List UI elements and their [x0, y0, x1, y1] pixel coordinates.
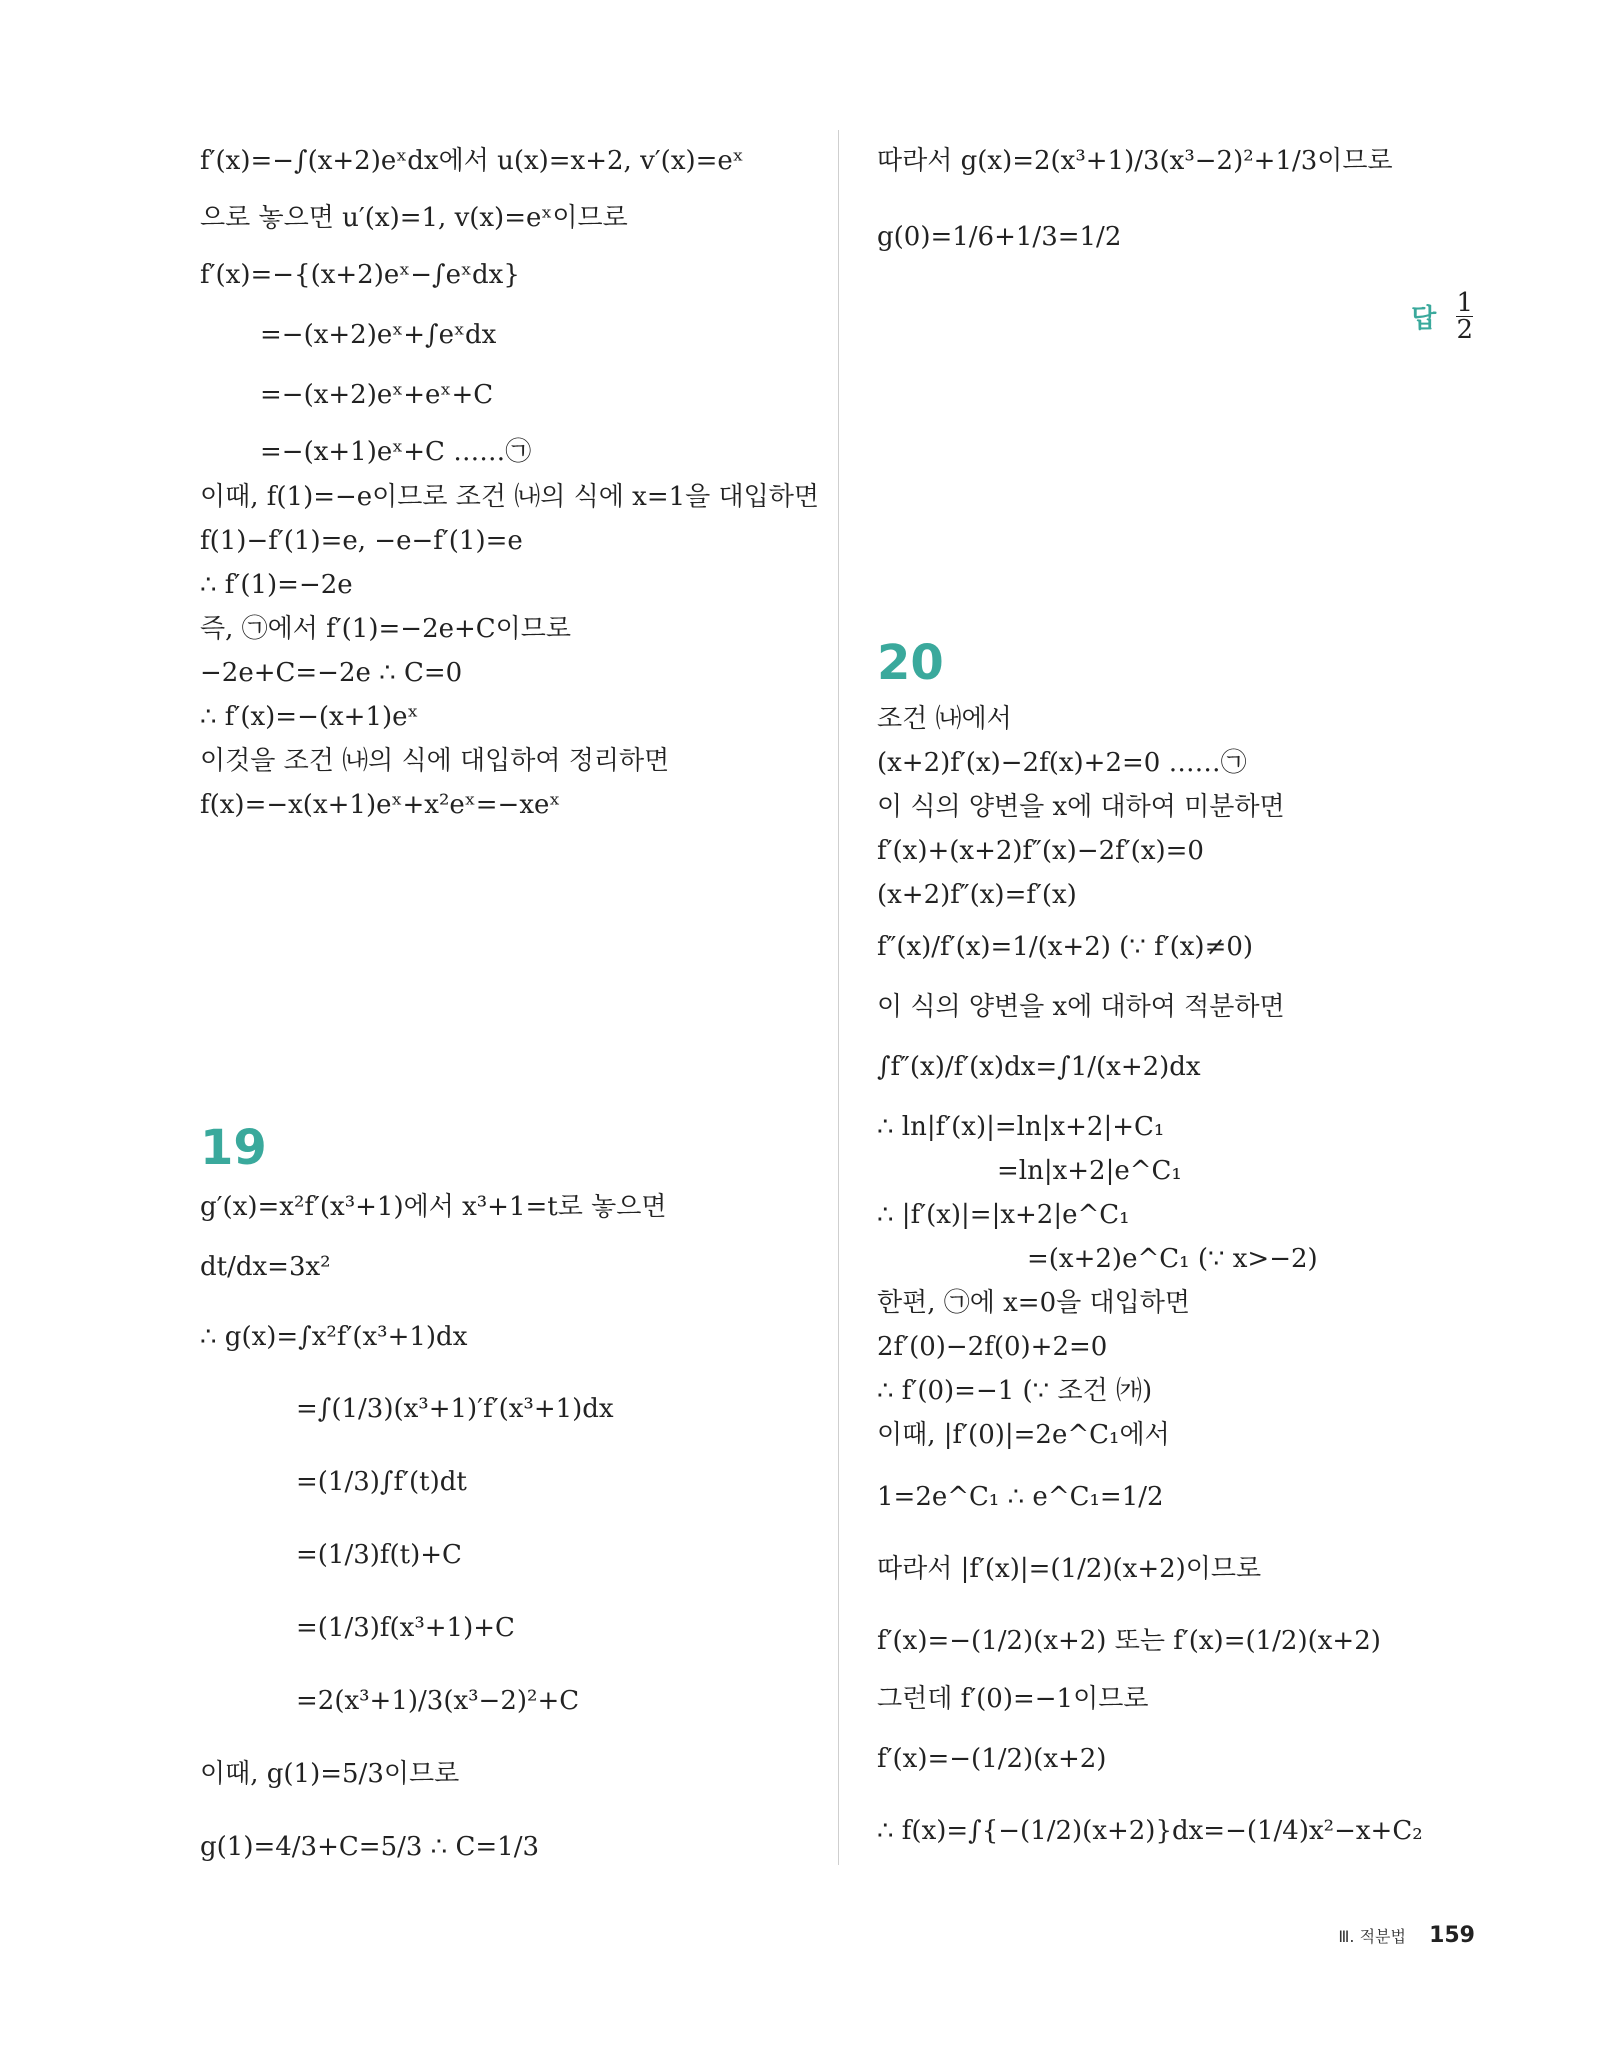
math-line: =2(x³+1)/3(x³−2)²+C: [296, 1686, 580, 1716]
math-line: f′(x)=−{(x+2)eˣ−∫eˣdx}: [200, 260, 520, 290]
chapter-label: Ⅲ. 적분법: [1338, 1927, 1406, 1946]
math-line: g′(x)=x²f′(x³+1)에서 x³+1=t로 놓으면: [200, 1192, 667, 1222]
math-line: =(1/3)f(t)+C: [296, 1540, 462, 1570]
math-line: f(1)−f′(1)=e, −e−f′(1)=e: [200, 526, 523, 556]
math-line: =−(x+2)eˣ+eˣ+C: [260, 380, 494, 410]
math-line: 그런데 f′(0)=−1이므로: [877, 1684, 1149, 1714]
math-line: ∴ f′(1)=−2e: [200, 570, 353, 600]
math-line: −2e+C=−2e ∴ C=0: [200, 658, 463, 688]
math-line: ∴ f(x)=∫{−(1/2)(x+2)}dx=−(1/4)x²−x+C₂: [877, 1816, 1423, 1846]
answer-fraction: [1456, 290, 1473, 343]
math-line: f′(x)=−∫(x+2)eˣdx에서 u(x)=x+2, v′(x)=eˣ: [200, 146, 744, 176]
math-line: f(x)=−x(x+1)eˣ+x²eˣ=−xeˣ: [200, 790, 561, 820]
math-line: 으로 놓으면 u′(x)=1, v(x)=eˣ이므로: [200, 203, 628, 233]
math-line: 1=2e^C₁ ∴ e^C₁=1/2: [877, 1482, 1164, 1512]
column-divider: [838, 130, 839, 1865]
math-line: f′(x)+(x+2)f″(x)−2f′(x)=0: [877, 836, 1204, 866]
math-line: 이 식의 양변을 x에 대하여 적분하면: [877, 992, 1285, 1022]
math-line: ∴ f′(x)=−(x+1)eˣ: [200, 702, 419, 732]
answer-box: [1411, 290, 1473, 343]
math-line: ∴ ln|f′(x)|=ln|x+2|+C₁: [877, 1112, 1165, 1142]
math-line: 이때, f(1)=−e이므로 조건 ㈏의 식에 x=1을 대입하면: [200, 482, 819, 512]
math-line: ∴ g(x)=∫x²f′(x³+1)dx: [200, 1322, 468, 1352]
math-line: g(1)=4/3+C=5/3 ∴ C=1/3: [200, 1832, 540, 1862]
math-line: =∫(1/3)(x³+1)′f′(x³+1)dx: [296, 1394, 614, 1424]
math-line: =−(x+1)eˣ+C ……㉠: [260, 437, 532, 467]
answer-denominator: 2: [1456, 315, 1473, 345]
math-line: 2f′(0)−2f(0)+2=0: [877, 1332, 1108, 1362]
math-line: ∫f″(x)/f′(x)dx=∫1/(x+2)dx: [877, 1052, 1201, 1082]
math-line: =(1/3)∫f′(t)dt: [296, 1467, 467, 1497]
math-line: ∴ f′(0)=−1 (∵ 조건 ㈎): [877, 1376, 1153, 1406]
math-line: dt/dx=3x²: [200, 1252, 331, 1282]
math-line: 이때, |f′(0)|=2e^C₁에서: [877, 1420, 1170, 1450]
math-line: =(x+2)e^C₁ (∵ x>−2): [1027, 1244, 1318, 1274]
answer-label: 답: [1411, 304, 1437, 334]
math-line: 이 식의 양변을 x에 대하여 미분하면: [877, 792, 1285, 822]
page-footer: [1338, 1923, 1475, 1948]
math-line: 한편, ㉠에 x=0을 대입하면: [877, 1288, 1190, 1318]
math-line: =ln|x+2|e^C₁: [997, 1156, 1182, 1186]
math-line: f′(x)=−(1/2)(x+2): [877, 1744, 1107, 1774]
math-line: 이것을 조건 ㈏의 식에 대입하여 정리하면: [200, 746, 670, 776]
math-line: 따라서 g(x)=2(x³+1)/3(x³−2)²+1/3이므로: [877, 146, 1393, 176]
page-number: 159: [1429, 1923, 1475, 1948]
math-line: 조건 ㈏에서: [877, 704, 1012, 734]
math-line: 즉, ㉠에서 f′(1)=−2e+C이므로: [200, 614, 572, 644]
math-line: 이때, g(1)=5/3이므로: [200, 1759, 460, 1789]
math-line: (x+2)f′(x)−2f(x)+2=0 ……㉠: [877, 748, 1247, 778]
math-line: ∴ |f′(x)|=|x+2|e^C₁: [877, 1200, 1130, 1230]
math-line: (x+2)f″(x)=f′(x): [877, 880, 1077, 910]
problem-number-20: 20: [877, 635, 944, 691]
problem-number-19: 19: [200, 1120, 267, 1176]
math-line: g(0)=1/6+1/3=1/2: [877, 222, 1122, 252]
answer-numerator: 1: [1456, 288, 1473, 318]
math-line: =−(x+2)eˣ+∫eˣdx: [260, 320, 497, 350]
math-line: =(1/3)f(x³+1)+C: [296, 1613, 515, 1643]
math-line: 따라서 |f′(x)|=(1/2)(x+2)이므로: [877, 1554, 1262, 1584]
math-line: f″(x)/f′(x)=1/(x+2) (∵ f′(x)≠0): [877, 932, 1254, 962]
math-line: f′(x)=−(1/2)(x+2) 또는 f′(x)=(1/2)(x+2): [877, 1626, 1381, 1656]
